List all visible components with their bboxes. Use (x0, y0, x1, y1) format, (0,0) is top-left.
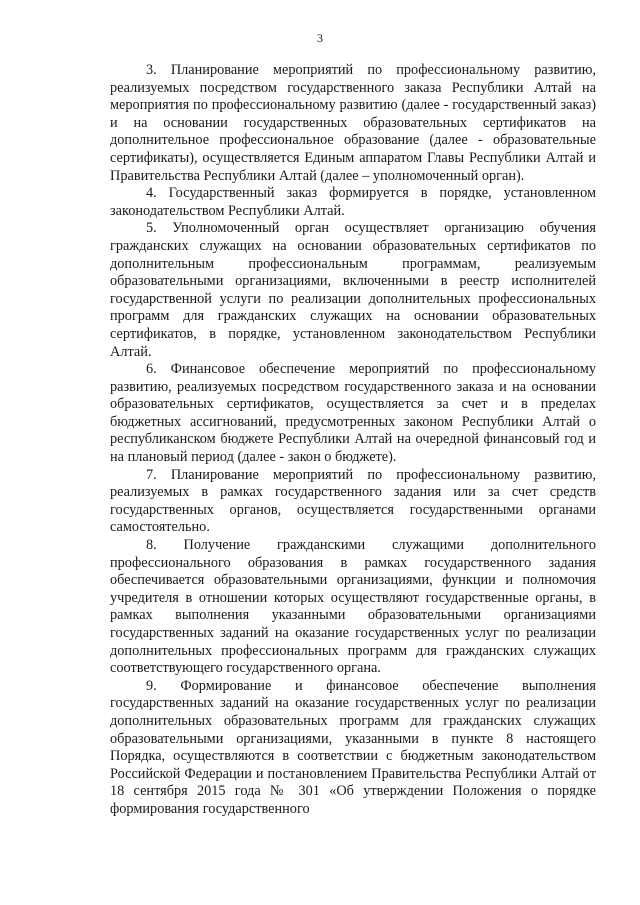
paragraph-3: 3. Планирование мероприятий по профессиональному развитию, реализуемых посредством государственного заказа Республики Алтай на мероприятия по профессиональному развитию (далее - государственный заказ) и на основании государственных образовательных сертификатов на дополнительное профессиональное образование (далее - образовательные сертификаты), осуществляется Единым аппаратом Главы Республики Алтай и Правительства Республики Алтай (далее – уполномоченный орган). (110, 62, 596, 184)
paragraph-8: 8. Получение гражданскими служащими дополнительного профессионального образования в рамках государственного задания обеспечивается образовательными организациями, функции и полномочия учредителя в отношении которых осуществляют государственные органы, в рамках выполнения указанными образовательными организациями государственных заданий на оказание государственных услуг по реализации дополнительных профессиональных программ для гражданских служащих соответствующего государственного органа. (110, 537, 596, 677)
paragraph-7: 7. Планирование мероприятий по профессиональному развитию, реализуемых в рамках государственного задания или за счет средств государственных органов, осуществляется государственными органами самостоятельно. (110, 466, 596, 536)
document-body (110, 62, 596, 819)
paragraph-5: 5. Уполномоченный орган осуществляет организацию обучения гражданских служащих на основании образовательных сертификатов по дополнительным профессиональным программам, реализуемым образовательными организациями, включенными в реестр исполнителей государственной услуги по реализации дополнительных профессиональных программ для гражданских служащих на основании образовательных сертификатов, в порядке, установленном законодательством Республики Алтай. (110, 220, 596, 360)
paragraph-6: 6. Финансовое обеспечение мероприятий по профессиональному развитию, реализуемых посредством государственного заказа и на основании образовательных сертификатов, осуществляется за счет и в пределах бюджетных ассигнований, предусмотренных законом Республики Алтай о республиканском бюджете Республики Алтай на очередной финансовый год и на плановый период (далее - закон о бюджете). (110, 361, 596, 466)
page-number: 3 (317, 31, 323, 45)
paragraph-4: 4. Государственный заказ формируется в порядке, установленном законодательством Республики Алтай. (110, 185, 596, 219)
paragraph-9: 9. Формирование и финансовое обеспечение выполнения государственных заданий на оказание государственных услуг по реализации дополнительных образовательных программ для гражданских служащих образовательными организациями, указанными в пункте 8 настоящего Порядка, осуществляются в соответствии с бюджетным законодательством Российской Федерации и постановлением Правительства Республики Алтай от 18 сентября 2015 года № 301 «Об утверждении Положения о порядке формирования государственного (110, 677, 596, 817)
